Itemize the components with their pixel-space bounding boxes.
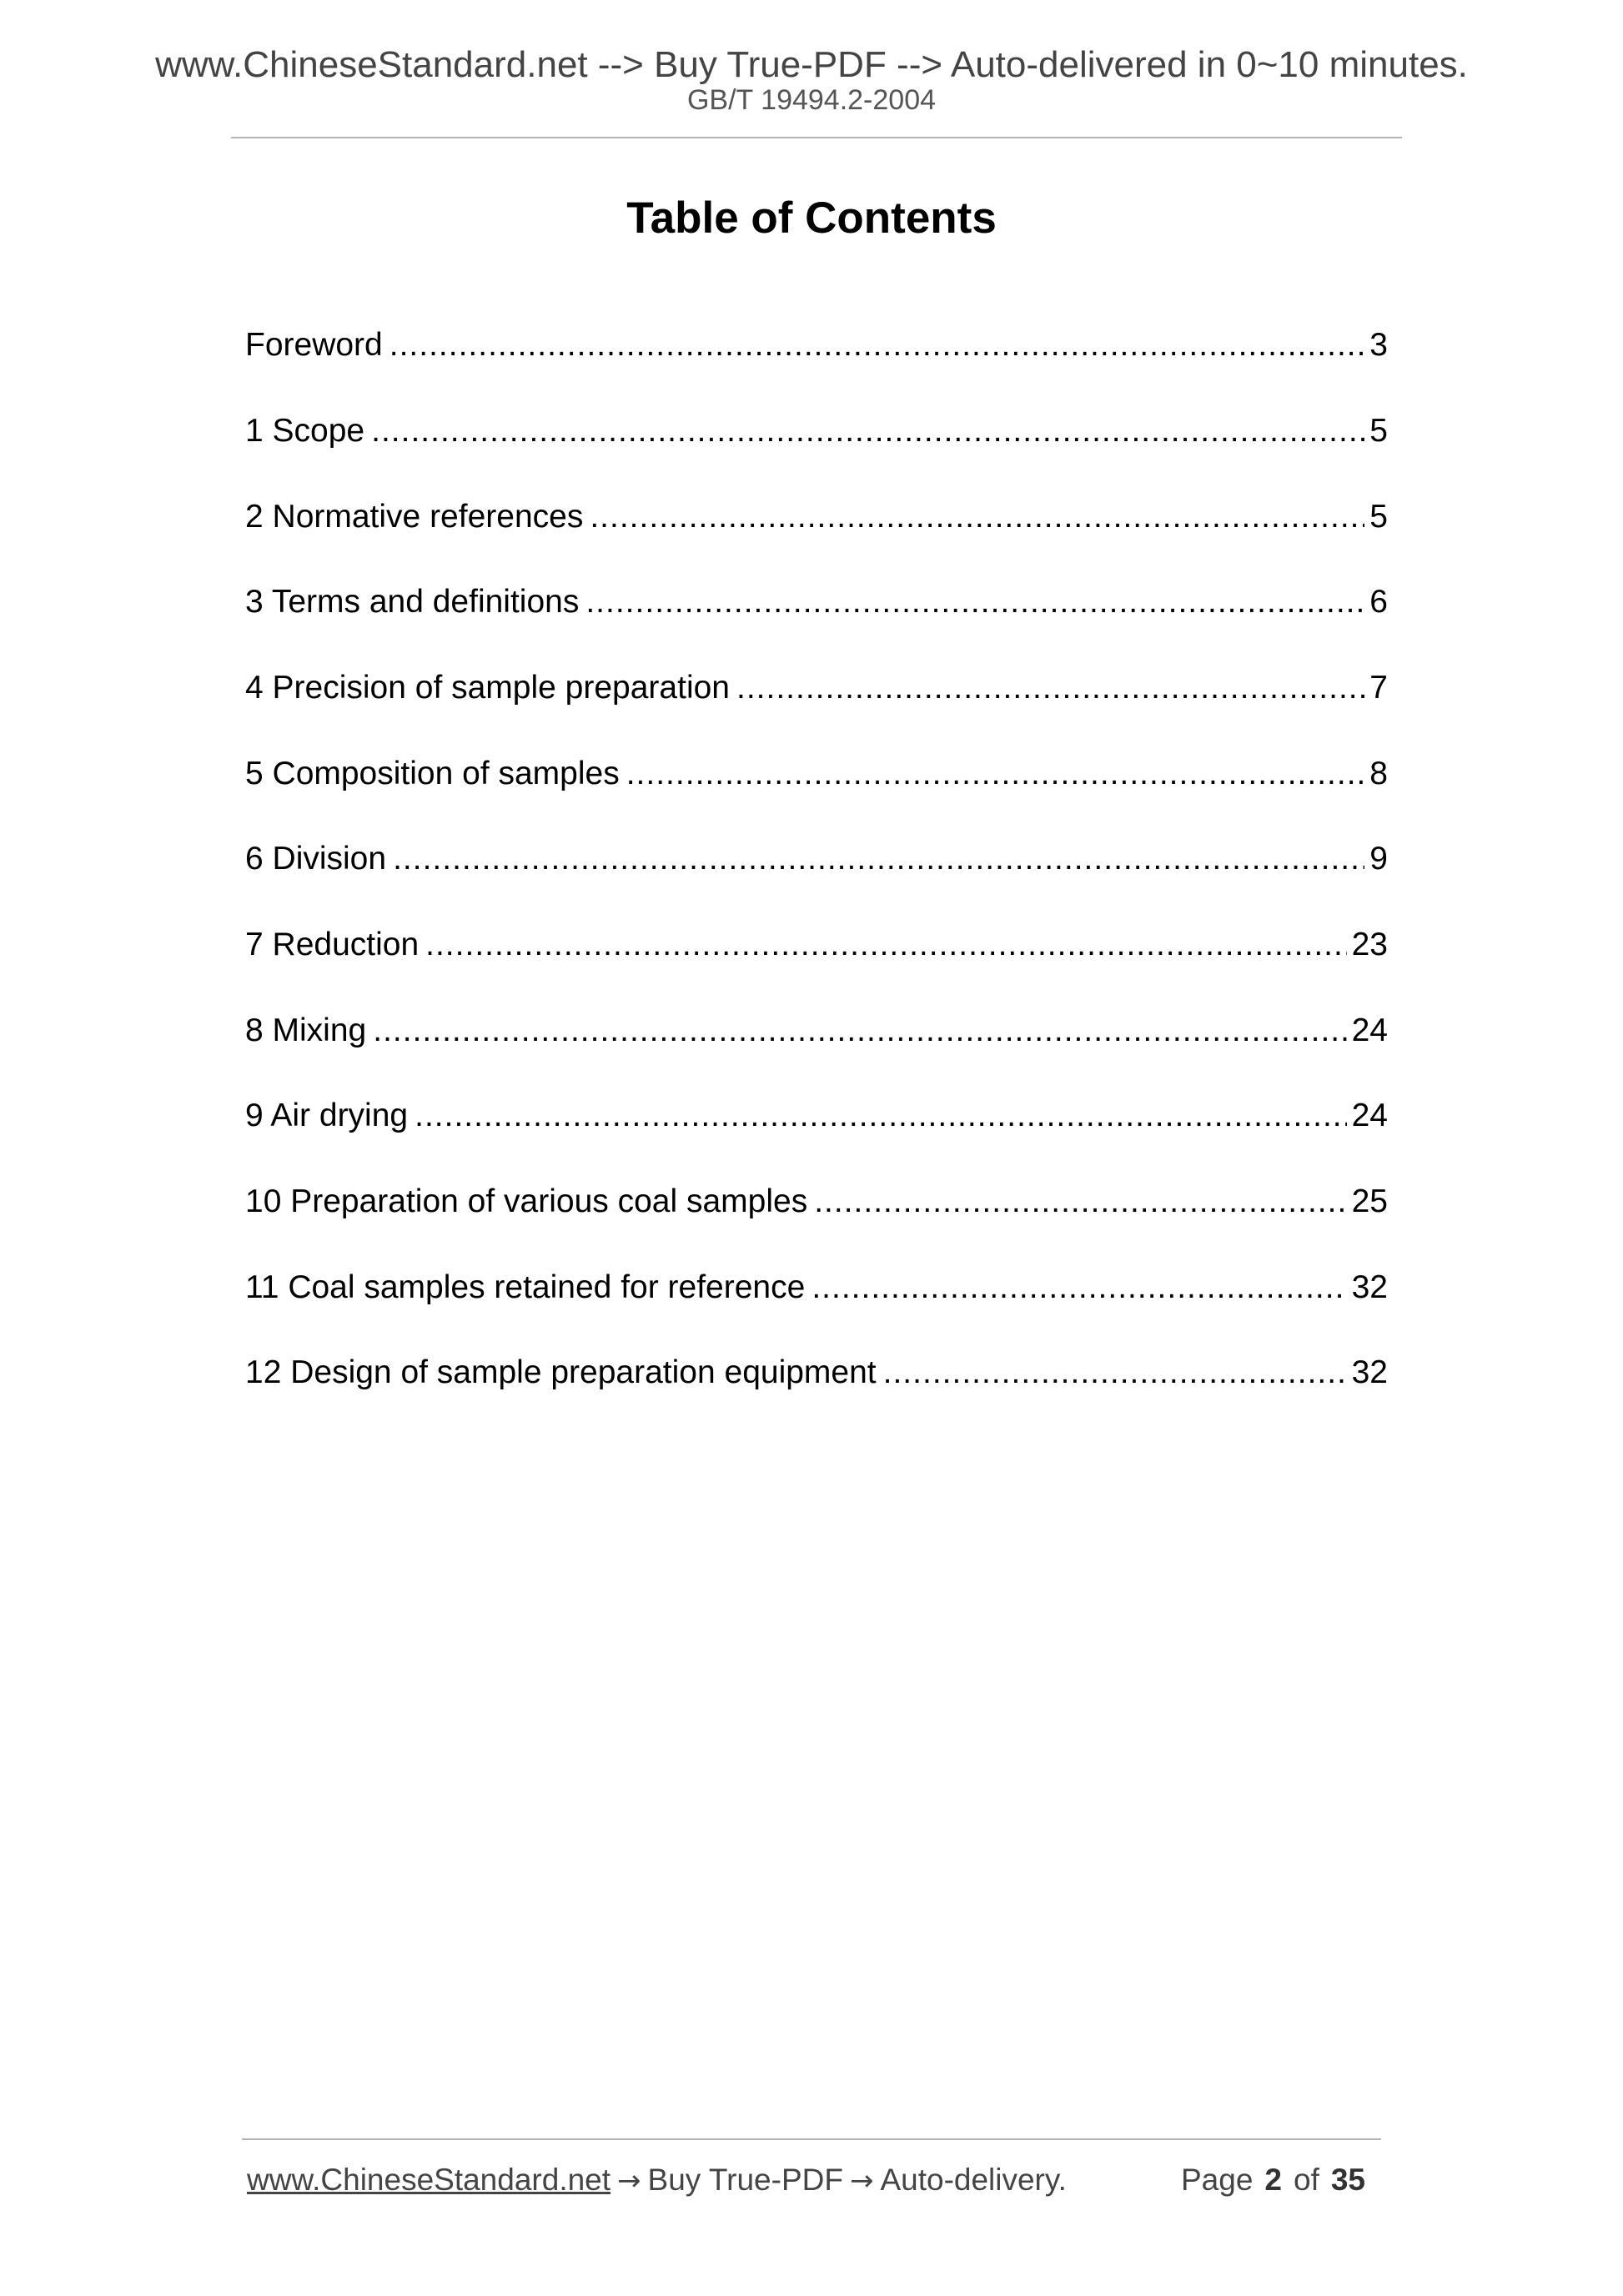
toc-entry-scope[interactable] <box>245 410 1388 452</box>
toc-page-number: 5 <box>1369 413 1388 449</box>
toc-entry-design-of-sample-preparation-equipment[interactable] <box>245 1352 1388 1394</box>
toc-entry-mixing[interactable] <box>245 1010 1388 1052</box>
header-divider <box>231 137 1402 138</box>
toc-leader <box>393 838 1364 880</box>
toc-entry-reduction[interactable] <box>245 924 1388 966</box>
toc-entry-text: 1 Scope <box>245 413 365 449</box>
toc-entry-terms-and-definitions[interactable] <box>245 581 1388 623</box>
toc-leader <box>371 410 1364 452</box>
toc-entry-text: 2 Normative references <box>245 499 584 535</box>
toc-entry-coal-samples-retained-for-reference[interactable] <box>245 1267 1388 1309</box>
buy-true-pdf-text: Buy True-PDF <box>647 2163 843 2197</box>
toc-page-number: 24 <box>1351 1012 1388 1048</box>
toc-entry-text: 9 Air drying <box>245 1098 409 1133</box>
auto-delivery-text: Auto-delivery. <box>880 2163 1067 2197</box>
toc-leader <box>585 581 1364 623</box>
toc-page-number: 6 <box>1369 584 1388 620</box>
toc-entry-text: 6 Division <box>245 841 387 877</box>
toc-entry-preparation-of-various-coal-samples[interactable] <box>245 1181 1388 1223</box>
toc-page-number: 32 <box>1351 1354 1388 1390</box>
site-link[interactable]: www.ChineseStandard.net <box>247 2163 611 2197</box>
toc-entry-text: 12 Design of sample preparation equipment <box>245 1354 877 1390</box>
page-label: Page <box>1181 2163 1254 2197</box>
toc-entry-text: 3 Terms and definitions <box>245 584 580 620</box>
total-pages-number: 35 <box>1330 2163 1366 2197</box>
toc-entry-division[interactable] <box>245 838 1388 880</box>
toc-entry-normative-references[interactable] <box>245 496 1388 538</box>
toc-entry-text: 7 Reduction <box>245 927 420 962</box>
toc-entry-foreword[interactable] <box>245 324 1388 366</box>
toc-page-number: 32 <box>1351 1269 1388 1305</box>
toc-title: Table of Contents <box>626 193 997 243</box>
document-id: GB/T 19494.2-2004 <box>686 84 937 116</box>
toc-entry-text: 10 Preparation of various coal samples <box>245 1183 808 1219</box>
arrow-right-icon: → <box>849 2164 874 2198</box>
toc-leader <box>425 924 1346 966</box>
toc-entry-text: 11 Coal samples retained for reference <box>245 1269 806 1305</box>
toc-entry-text: 5 Composition of samples <box>245 756 620 791</box>
toc-entry-air-drying[interactable] <box>245 1095 1388 1137</box>
header-banner: www.ChineseStandard.net --> Buy True-PDF --> Auto-delivered in 0~10 minutes. <box>155 44 1468 85</box>
toc-leader <box>590 496 1364 538</box>
toc-page-number: 24 <box>1351 1098 1388 1133</box>
toc-entry-text: 8 Mixing <box>245 1012 367 1048</box>
toc-page-number: 8 <box>1369 756 1388 791</box>
toc-leader <box>626 753 1365 795</box>
toc-leader <box>812 1267 1346 1309</box>
toc-page-number: 23 <box>1351 927 1388 962</box>
toc-leader <box>883 1352 1347 1394</box>
toc-page-number: 7 <box>1369 670 1388 706</box>
of-label: of <box>1294 2163 1319 2197</box>
footer-links <box>247 2160 1067 2201</box>
current-page-number: 2 <box>1264 2163 1282 2197</box>
toc-page-number: 3 <box>1369 327 1388 363</box>
toc-entry-composition-of-samples[interactable] <box>245 753 1388 795</box>
toc-entry-text: Foreword <box>245 327 383 363</box>
toc-leader <box>814 1181 1346 1223</box>
toc-leader <box>373 1010 1346 1052</box>
toc-entry-precision-of-sample-preparation[interactable] <box>245 667 1388 709</box>
toc-page-number: 5 <box>1369 499 1388 535</box>
toc-leader <box>736 667 1364 709</box>
toc-leader <box>389 324 1365 366</box>
toc-leader <box>415 1095 1347 1137</box>
page-indicator <box>1181 2160 1365 2200</box>
toc-page-number: 25 <box>1351 1183 1388 1219</box>
toc-entry-text: 4 Precision of sample preparation <box>245 670 730 706</box>
toc-page-number: 9 <box>1369 841 1388 877</box>
arrow-right-icon: → <box>617 2164 641 2198</box>
footer-divider <box>242 2138 1381 2140</box>
